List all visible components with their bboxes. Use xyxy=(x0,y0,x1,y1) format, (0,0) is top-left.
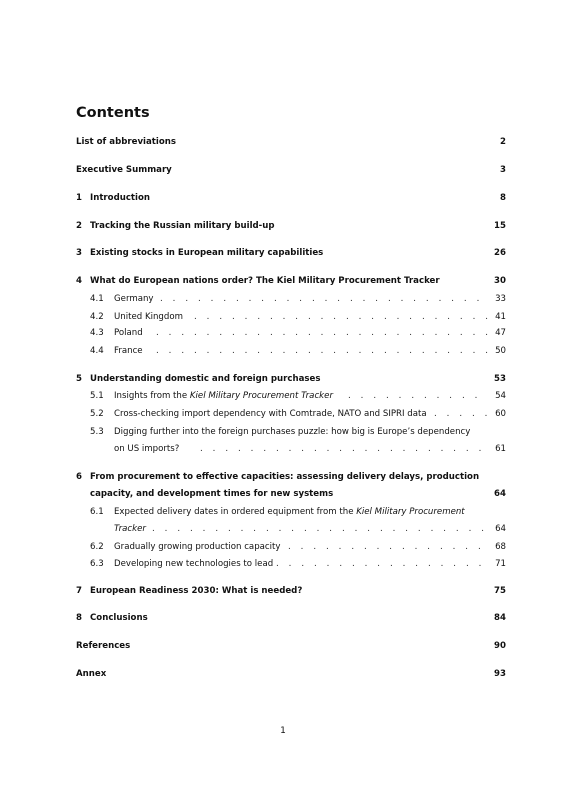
page-title: Contents xyxy=(76,105,150,121)
toc-entry-executive-summary[interactable] xyxy=(76,164,506,177)
toc-entry-annex[interactable] xyxy=(76,668,506,681)
toc-entry-6[interactable] xyxy=(76,471,506,484)
toc-page: 90 xyxy=(494,641,506,651)
toc-page: 30 xyxy=(494,276,506,286)
toc-number: 7 xyxy=(76,586,82,596)
toc-entry-4-3[interactable] xyxy=(76,327,506,340)
toc-number: 8 xyxy=(76,613,82,623)
toc-leader xyxy=(156,345,488,358)
toc-page: 75 xyxy=(494,586,506,596)
toc-number: 4.2 xyxy=(90,312,104,322)
toc-leader xyxy=(160,293,488,306)
toc-label: What do European nations order? The Kiel Military Procurement Tracker xyxy=(90,276,440,286)
toc-page: 68 xyxy=(495,542,506,552)
toc-page: 15 xyxy=(494,221,506,231)
toc-number: 5.3 xyxy=(90,427,104,437)
toc-entry-6-1-cont[interactable] xyxy=(76,523,506,536)
toc-page: 53 xyxy=(494,374,506,384)
toc-label: List of abbreviations xyxy=(76,137,176,147)
toc-page: 64 xyxy=(495,524,506,534)
toc-leader xyxy=(276,558,488,571)
toc-leader xyxy=(288,541,488,554)
toc-page: 41 xyxy=(495,312,506,322)
page-number: 1 xyxy=(280,726,286,736)
toc-leader xyxy=(434,408,488,421)
toc-entry-1[interactable] xyxy=(76,192,506,205)
toc-number: 5 xyxy=(76,374,82,384)
toc-leader xyxy=(348,390,488,403)
toc-entry-4-1[interactable] xyxy=(76,293,506,306)
toc-entry-6-1[interactable] xyxy=(76,506,506,519)
toc-number: 6 xyxy=(76,472,82,482)
toc-label: Annex xyxy=(76,669,107,679)
toc-number: 5.1 xyxy=(90,391,104,401)
toc-number: 6.1 xyxy=(90,507,104,517)
toc-page: 54 xyxy=(495,391,506,401)
toc-entry-6-cont[interactable] xyxy=(76,488,506,501)
toc-label: References xyxy=(76,641,131,651)
toc-label: Expected delivery dates in ordered equipment from the Kiel Military Procurement xyxy=(114,507,465,517)
toc-label: Executive Summary xyxy=(76,165,172,175)
toc-entry-6-3[interactable] xyxy=(76,558,506,571)
toc-page: 60 xyxy=(495,409,506,419)
toc-leader xyxy=(194,311,488,324)
toc-label: Tracking the Russian military build-up xyxy=(90,221,275,231)
toc-entry-5-3-cont[interactable] xyxy=(76,443,506,456)
toc-number: 4.3 xyxy=(90,328,104,338)
toc-page: 8 xyxy=(500,193,506,203)
toc-page: 71 xyxy=(495,559,506,569)
toc-entry-5[interactable] xyxy=(76,373,506,386)
toc-label: Understanding domestic and foreign purchases xyxy=(90,374,321,384)
toc-number: 4.1 xyxy=(90,294,104,304)
toc-number: 3 xyxy=(76,248,82,258)
toc-number: 1 xyxy=(76,193,82,203)
toc-number: 6.2 xyxy=(90,542,104,552)
toc-number: 4.4 xyxy=(90,346,104,356)
toc-label: Poland xyxy=(114,328,143,338)
toc-label: From procurement to effective capacities: assessing delivery delays, production xyxy=(90,472,480,482)
toc-label: European Readiness 2030: What is needed? xyxy=(90,586,303,596)
toc-leader xyxy=(156,327,488,340)
toc-entry-4[interactable] xyxy=(76,275,506,288)
toc-entry-5-2[interactable] xyxy=(76,408,506,421)
toc-number: 4 xyxy=(76,276,82,286)
toc-entry-abbreviations[interactable] xyxy=(76,136,506,149)
toc-entry-4-2[interactable] xyxy=(76,311,506,324)
toc-label: France xyxy=(114,346,143,356)
toc-label: Existing stocks in European military capabilities xyxy=(90,248,324,258)
toc-page: 84 xyxy=(494,613,506,623)
toc-number: 6.3 xyxy=(90,559,104,569)
toc-label: Germany xyxy=(114,294,154,304)
toc-label: Conclusions xyxy=(90,613,148,623)
toc-page: 2 xyxy=(500,137,506,147)
toc-label: on US imports? xyxy=(114,444,180,454)
toc-entry-references[interactable] xyxy=(76,640,506,653)
toc-number: 5.2 xyxy=(90,409,104,419)
toc-page: 26 xyxy=(494,248,506,258)
toc-label: capacity, and development times for new systems xyxy=(90,489,334,499)
toc-entry-7[interactable] xyxy=(76,585,506,598)
toc-label: Insights from the Kiel Military Procurement Tracker xyxy=(114,391,333,401)
toc-page: 47 xyxy=(495,328,506,338)
toc-page: 33 xyxy=(495,294,506,304)
toc-page: 50 xyxy=(495,346,506,356)
toc-number: 2 xyxy=(76,221,82,231)
toc-page: 61 xyxy=(495,444,506,454)
toc-page: 64 xyxy=(494,489,506,499)
toc-entry-8[interactable] xyxy=(76,612,506,625)
toc-entry-3[interactable] xyxy=(76,247,506,260)
toc-page: 3 xyxy=(500,165,506,175)
toc-entry-5-1[interactable] xyxy=(76,390,506,403)
toc-leader xyxy=(200,443,488,456)
toc-entry-5-3[interactable] xyxy=(76,426,506,439)
toc-label: Cross-checking import dependency with Comtrade, NATO and SIPRI data xyxy=(114,409,427,419)
toc-entry-4-4[interactable] xyxy=(76,345,506,358)
toc-label: Tracker xyxy=(114,524,146,534)
toc-label: Developing new technologies to lead xyxy=(114,559,274,569)
toc-entry-2[interactable] xyxy=(76,220,506,233)
toc-page: 93 xyxy=(494,669,506,679)
toc-label: Digging further into the foreign purchases puzzle: how big is Europe’s dependency xyxy=(114,427,471,437)
toc-label: Introduction xyxy=(90,193,151,203)
toc-leader xyxy=(152,523,488,536)
toc-label: United Kingdom xyxy=(114,312,183,322)
toc-entry-6-2[interactable] xyxy=(76,541,506,554)
toc-label: Gradually growing production capacity xyxy=(114,542,281,552)
